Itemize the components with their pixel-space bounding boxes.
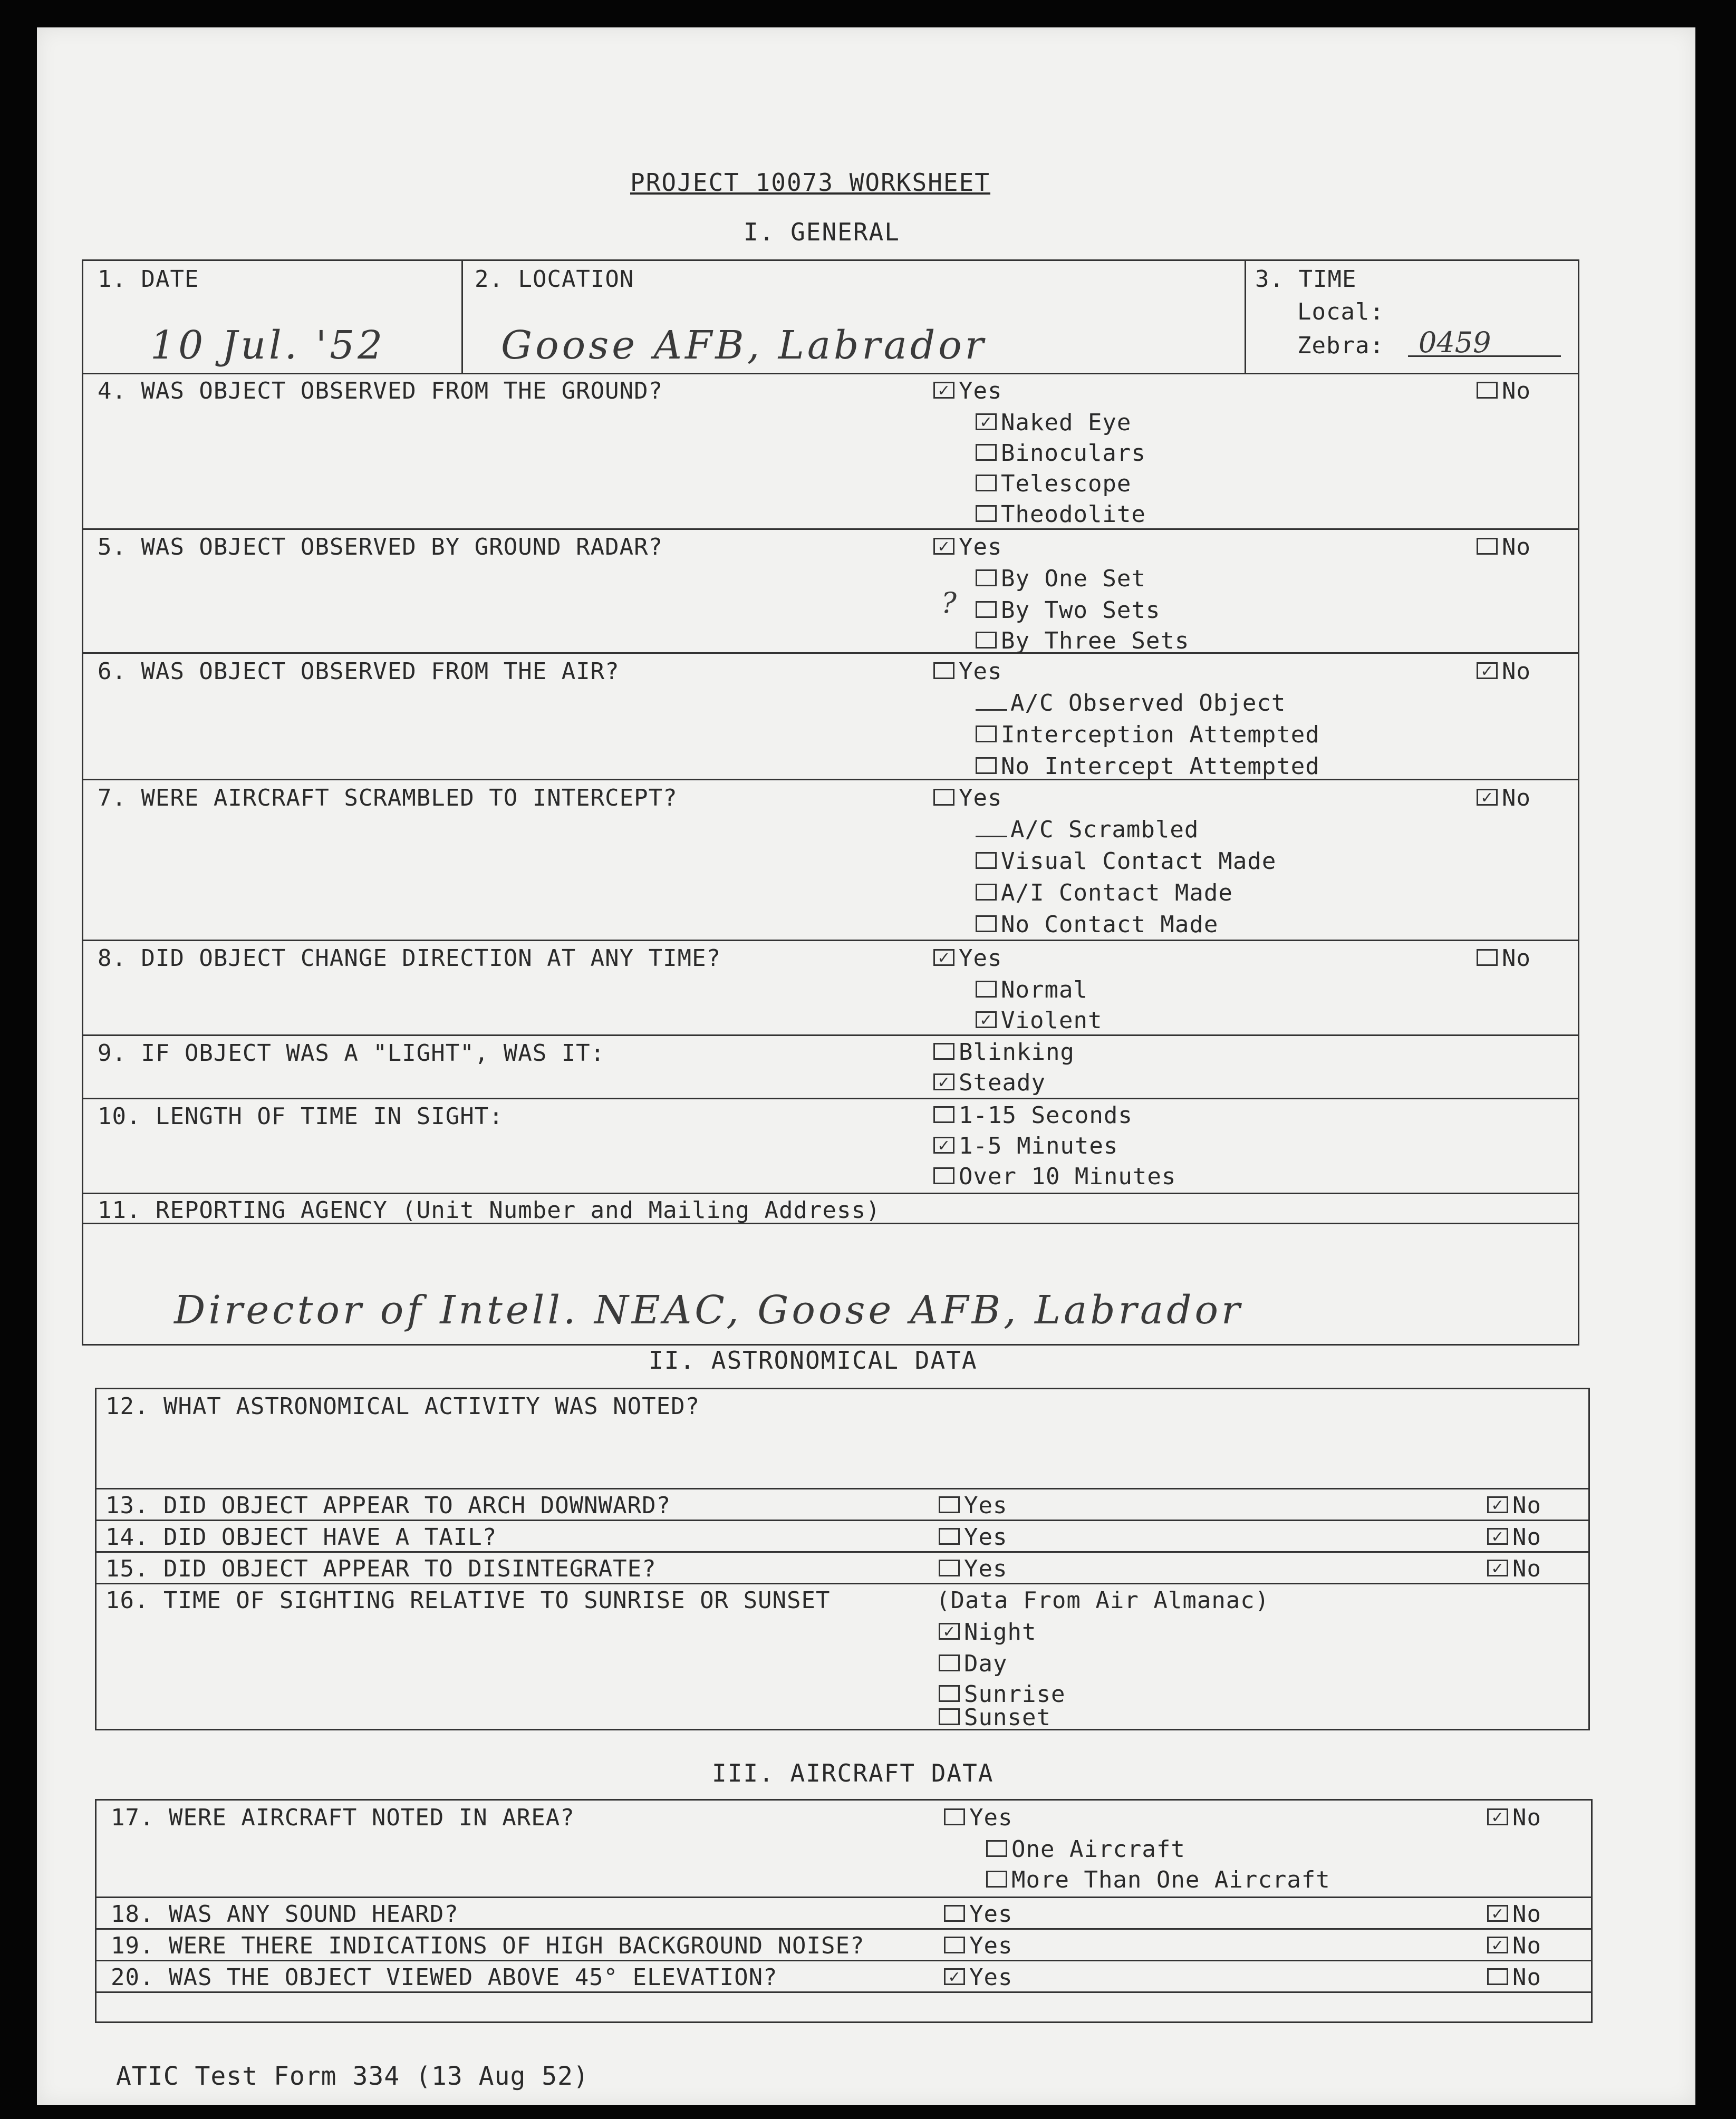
- section-astronomical-heading: II. ASTRONOMICAL DATA: [649, 1346, 978, 1375]
- q19-label: 19. WERE THERE INDICATIONS OF HIGH BACKGROUND NOISE?: [111, 1932, 865, 1959]
- q8-no-option[interactable]: No: [1477, 945, 1531, 972]
- q6-opt-interception-attempted[interactable]: Interception Attempted: [976, 721, 1320, 749]
- q6-opt-no-intercept[interactable]: No Intercept Attempted: [976, 753, 1320, 780]
- q10-label: 10. LENGTH OF TIME IN SIGHT:: [98, 1103, 504, 1130]
- zebra-time-value[interactable]: 0459: [1419, 326, 1491, 359]
- section-general-heading: I. GENERAL: [744, 218, 900, 246]
- q4-label: 4. WAS OBJECT OBSERVED FROM THE GROUND?: [98, 378, 663, 404]
- q7-no-option[interactable]: ✓ No: [1477, 785, 1531, 812]
- q4-naked-eye-checkbox[interactable]: ✓: [976, 413, 997, 430]
- q17-one-aircraft-checkbox[interactable]: [986, 1840, 1007, 1857]
- q5-opt-one-set[interactable]: By One Set: [976, 565, 1146, 593]
- q6-opt-ac-observed[interactable]: A/C Observed Object: [976, 690, 1286, 717]
- location-label: 2. LOCATION: [475, 266, 634, 293]
- q6-no-option[interactable]: ✓ No: [1477, 658, 1531, 685]
- q17-opt-one-aircraft[interactable]: One Aircraft: [986, 1836, 1185, 1863]
- q16-opt-sunrise[interactable]: Sunrise: [939, 1681, 1065, 1708]
- q19-yes-option[interactable]: Yes: [944, 1932, 1012, 1960]
- q15-yes-checkbox[interactable]: [939, 1560, 960, 1576]
- q14-yes-checkbox[interactable]: [939, 1528, 960, 1545]
- q9-label: 9. IF OBJECT WAS A "LIGHT", WAS IT:: [98, 1040, 605, 1067]
- q16-sunset-checkbox[interactable]: [939, 1708, 960, 1725]
- q18-no-checkbox[interactable]: ✓: [1487, 1905, 1508, 1922]
- q6-label: 6. WAS OBJECT OBSERVED FROM THE AIR?: [98, 658, 620, 685]
- q15-label: 15. DID OBJECT APPEAR TO DISINTEGRATE?: [105, 1555, 657, 1582]
- q15-no-checkbox[interactable]: ✓: [1487, 1560, 1508, 1576]
- q5-no-checkbox[interactable]: [1477, 538, 1498, 555]
- q14-yes-option[interactable]: Yes: [939, 1524, 1007, 1551]
- q5-three-sets-checkbox[interactable]: [976, 632, 997, 649]
- form-footer: ATIC Test Form 334 (13 Aug 52): [116, 2062, 589, 2091]
- q9-opt-blinking[interactable]: Blinking: [933, 1039, 1075, 1066]
- q10-over-10-checkbox[interactable]: [933, 1167, 954, 1184]
- form-title: PROJECT 10073 WORKSHEET: [630, 168, 990, 197]
- q12-label: 12. WHAT ASTRONOMICAL ACTIVITY WAS NOTED?: [105, 1393, 700, 1420]
- q5-yes-checkbox[interactable]: ✓: [933, 538, 954, 555]
- q4-opt-theodolite[interactable]: Theodolite: [976, 501, 1146, 528]
- q4-yes-checkbox[interactable]: ✓: [933, 382, 954, 399]
- q14-no-checkbox[interactable]: ✓: [1487, 1528, 1508, 1545]
- q13-no-option[interactable]: ✓ No: [1487, 1492, 1541, 1520]
- date-label: 1. DATE: [98, 266, 199, 293]
- q16-opt-night[interactable]: ✓ Night: [939, 1619, 1036, 1646]
- q15-no-option[interactable]: ✓ No: [1487, 1555, 1541, 1583]
- q16-label: 16. TIME OF SIGHTING RELATIVE TO SUNRISE OR SUNSET: [105, 1587, 831, 1614]
- q17-yes-option[interactable]: Yes: [944, 1804, 1012, 1832]
- q20-yes-option[interactable]: ✓ Yes: [944, 1964, 1012, 1991]
- q7-ai-contact-checkbox[interactable]: [976, 884, 997, 901]
- q6-yes-option[interactable]: Yes: [933, 658, 1002, 685]
- q18-yes-checkbox[interactable]: [944, 1905, 965, 1922]
- q19-yes-checkbox[interactable]: [944, 1937, 965, 1953]
- q17-no-option[interactable]: ✓ No: [1487, 1804, 1541, 1832]
- q18-label: 18. WAS ANY SOUND HEARD?: [111, 1901, 459, 1928]
- q10-opt-over-10[interactable]: Over 10 Minutes: [933, 1163, 1176, 1191]
- q14-no-option[interactable]: ✓ No: [1487, 1524, 1541, 1551]
- worksheet-page: [37, 27, 1695, 2105]
- q10-opt-seconds[interactable]: 1-15 Seconds: [933, 1102, 1133, 1129]
- q7-yes-option[interactable]: Yes: [933, 785, 1002, 812]
- q5-one-set-checkbox[interactable]: [976, 569, 997, 586]
- q16-opt-day[interactable]: Day: [939, 1650, 1007, 1678]
- q17-label: 17. WERE AIRCRAFT NOTED IN AREA?: [111, 1804, 575, 1831]
- q8-normal-checkbox[interactable]: [976, 981, 997, 998]
- q20-yes-checkbox[interactable]: ✓: [944, 1968, 965, 1985]
- q16-source: (Data From Air Almanac): [936, 1587, 1270, 1614]
- q20-no-checkbox[interactable]: [1487, 1968, 1508, 1985]
- q16-opt-sunset[interactable]: Sunset: [939, 1704, 1051, 1731]
- local-time-label: Local:: [1297, 298, 1384, 325]
- q4-opt-telescope[interactable]: Telescope: [976, 470, 1131, 498]
- q7-opt-ac-scrambled[interactable]: A/C Scrambled: [976, 816, 1199, 844]
- q18-no-option[interactable]: ✓ No: [1487, 1901, 1541, 1928]
- q20-label: 20. WAS THE OBJECT VIEWED ABOVE 45° ELEVATION?: [111, 1964, 778, 1991]
- q10-minutes-checkbox[interactable]: ✓: [933, 1137, 954, 1154]
- time-label: 3. TIME: [1255, 266, 1357, 293]
- q15-yes-option[interactable]: Yes: [939, 1555, 1007, 1583]
- q4-yes-option[interactable]: ✓ Yes: [933, 378, 1002, 405]
- q7-opt-no-contact[interactable]: No Contact Made: [976, 911, 1218, 938]
- q4-theodolite-checkbox[interactable]: [976, 505, 997, 522]
- q19-no-checkbox[interactable]: ✓: [1487, 1937, 1508, 1953]
- q13-yes-checkbox[interactable]: [939, 1496, 960, 1513]
- q4-opt-binoculars[interactable]: Binoculars: [976, 440, 1146, 467]
- q8-opt-normal[interactable]: Normal: [976, 976, 1088, 1004]
- q6-yes-checkbox[interactable]: [933, 662, 954, 679]
- q13-yes-option[interactable]: Yes: [939, 1492, 1007, 1520]
- q4-opt-naked-eye[interactable]: ✓ Naked Eye: [976, 409, 1131, 437]
- q9-blinking-checkbox[interactable]: [933, 1043, 954, 1060]
- q13-label: 13. DID OBJECT APPEAR TO ARCH DOWNWARD?: [105, 1492, 671, 1519]
- q8-no-checkbox[interactable]: [1477, 949, 1498, 966]
- q7-label: 7. WERE AIRCRAFT SCRAMBLED TO INTERCEPT?: [98, 785, 678, 811]
- q10-opt-minutes[interactable]: ✓ 1-5 Minutes: [933, 1133, 1118, 1160]
- location-value[interactable]: Goose AFB, Labrador: [501, 323, 987, 368]
- q5-no-option[interactable]: No: [1477, 534, 1531, 561]
- q11-label: 11. REPORTING AGENCY (Unit Number and Mailing Address): [98, 1197, 881, 1224]
- q16-sunrise-checkbox[interactable]: [939, 1685, 960, 1702]
- q10-seconds-checkbox[interactable]: [933, 1106, 954, 1123]
- q4-no-checkbox[interactable]: [1477, 382, 1498, 399]
- q7-visual-contact-checkbox[interactable]: [976, 852, 997, 869]
- q13-no-checkbox[interactable]: ✓: [1487, 1496, 1508, 1513]
- q5-opt-three-sets[interactable]: By Three Sets: [976, 627, 1189, 655]
- q11-value[interactable]: Director of Intell. NEAC, Goose AFB, Labrador: [174, 1288, 1243, 1333]
- q4-telescope-checkbox[interactable]: [976, 475, 997, 491]
- q5-two-sets-checkbox[interactable]: [976, 601, 997, 618]
- q7-opt-visual-contact[interactable]: Visual Contact Made: [976, 848, 1276, 875]
- q8-opt-violent[interactable]: ✓ Violent: [976, 1007, 1102, 1034]
- q16-night-checkbox[interactable]: ✓: [939, 1623, 960, 1640]
- q8-label: 8. DID OBJECT CHANGE DIRECTION AT ANY TIME?: [98, 945, 721, 972]
- q6-no-checkbox[interactable]: ✓: [1477, 662, 1498, 679]
- q7-yes-checkbox[interactable]: [933, 789, 954, 806]
- q8-yes-checkbox[interactable]: ✓: [933, 949, 954, 966]
- q17-opt-more-aircraft[interactable]: More Than One Aircraft: [986, 1866, 1330, 1894]
- q6-interception-attempted-checkbox[interactable]: [976, 725, 997, 742]
- q18-yes-option[interactable]: Yes: [944, 1901, 1012, 1928]
- q5-question-mark: ?: [941, 586, 957, 620]
- q17-yes-checkbox[interactable]: [944, 1808, 965, 1825]
- q9-steady-checkbox[interactable]: ✓: [933, 1073, 954, 1090]
- q7-no-contact-checkbox[interactable]: [976, 915, 997, 932]
- zebra-time-label: Zebra:: [1297, 332, 1384, 359]
- q16-day-checkbox[interactable]: [939, 1654, 960, 1671]
- q19-no-option[interactable]: ✓ No: [1487, 1932, 1541, 1960]
- q4-no-option[interactable]: No: [1477, 378, 1531, 405]
- q5-label: 5. WAS OBJECT OBSERVED BY GROUND RADAR?: [98, 534, 663, 560]
- q14-label: 14. DID OBJECT HAVE A TAIL?: [105, 1524, 497, 1551]
- q17-more-aircraft-checkbox[interactable]: [986, 1871, 1007, 1888]
- q8-violent-checkbox[interactable]: ✓: [976, 1011, 997, 1028]
- q17-no-checkbox[interactable]: ✓: [1487, 1808, 1508, 1825]
- q9-opt-steady[interactable]: ✓ Steady: [933, 1069, 1046, 1097]
- q8-yes-option[interactable]: ✓ Yes: [933, 945, 1002, 972]
- q4-binoculars-checkbox[interactable]: [976, 444, 997, 461]
- section-aircraft-heading: III. AIRCRAFT DATA: [712, 1759, 994, 1787]
- q5-opt-two-sets[interactable]: By Two Sets: [976, 597, 1160, 624]
- q6-no-intercept-checkbox[interactable]: [976, 757, 997, 774]
- q20-no-option[interactable]: No: [1487, 1964, 1541, 1991]
- q7-no-checkbox[interactable]: ✓: [1477, 789, 1498, 806]
- q7-opt-ai-contact[interactable]: A/I Contact Made: [976, 879, 1233, 907]
- date-value[interactable]: 10 Jul. '52: [150, 323, 386, 368]
- q5-yes-option[interactable]: ✓ Yes: [933, 534, 1002, 561]
